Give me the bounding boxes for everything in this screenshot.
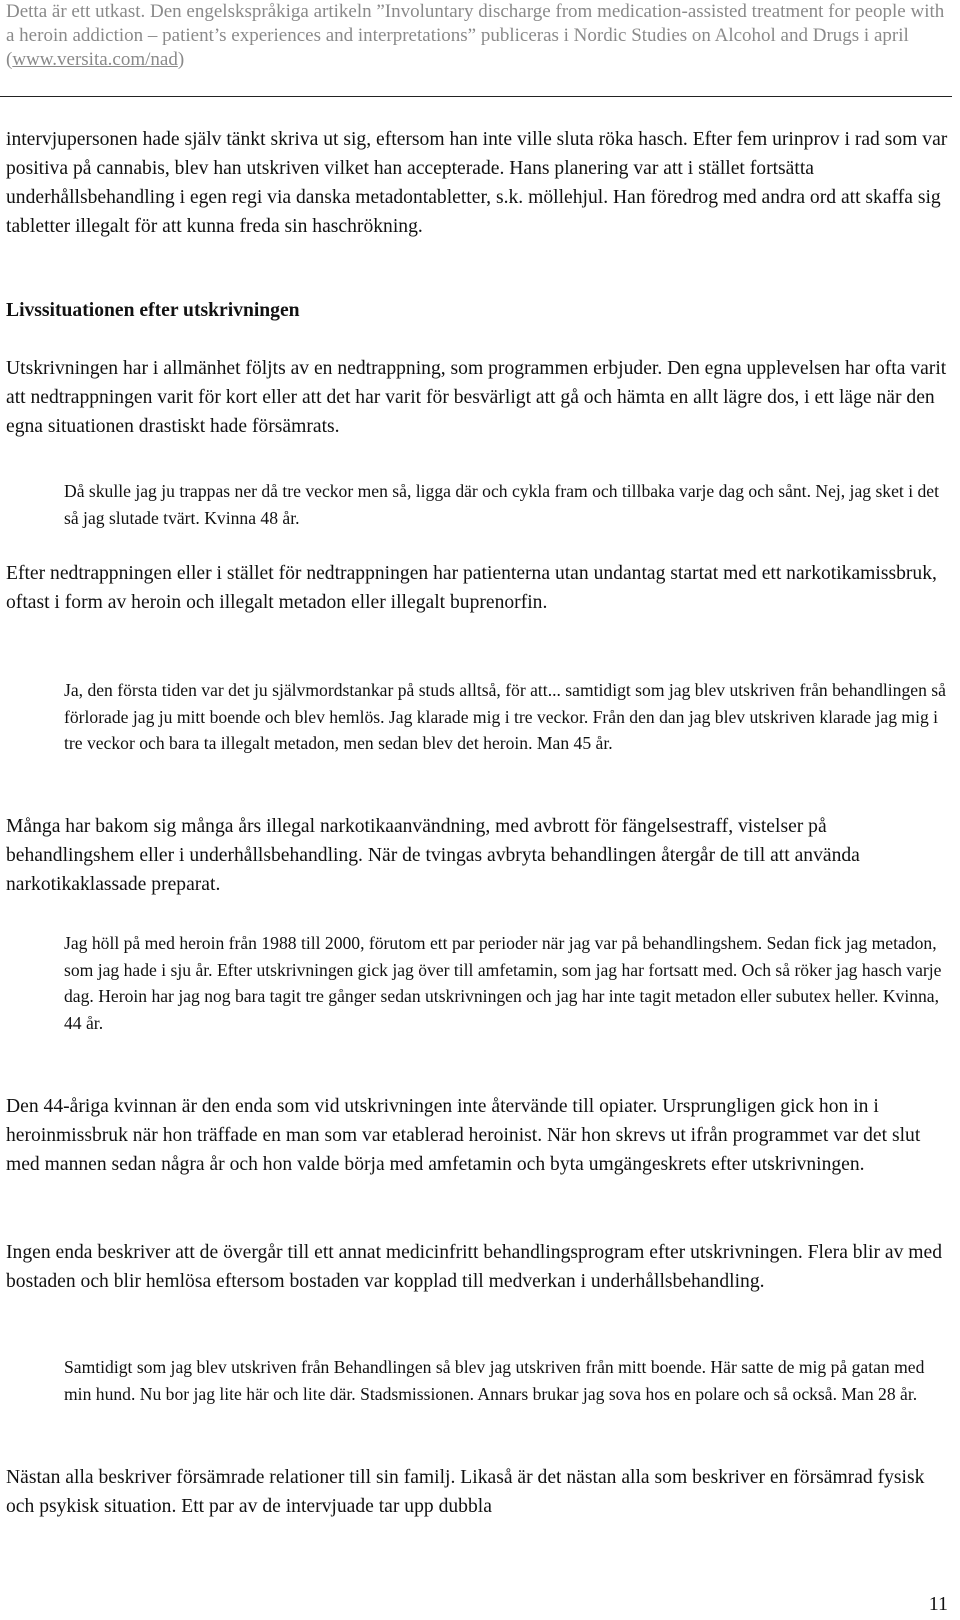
quote-2: Ja, den första tiden var det ju självmordstankar på studs alltså, för att... samtidigt som jag blev utskriven från behandlingen så förlorade jag ju mitt boende och blev hemlös. Jag klarade mig i tre veckor. Från den dan jag blev utskriven klarade jag mig i tre veckor och bara ta illegalt metadon, men sedan blev det heroin. Man 45 år. — [64, 680, 946, 753]
header-divider — [0, 96, 952, 97]
page-number: 11 — [928, 1593, 948, 1615]
quote-4: Samtidigt som jag blev utskriven från Behandlingen så blev jag utskriven från mitt boende. Här satte de mig på gatan med min hund. Nu bor jag lite här och lite där. Stadsmissionen. Annars brukar jag sova hos en polare och så också. Man 28 år. — [64, 1357, 925, 1404]
paragraph-1: intervjupersonen hade själv tänkt skriva ut sig, eftersom han inte ville sluta röka hasch. Efter fem urinprov i rad som var positiva på cannabis, blev han utskriven vilket han accepterade. Hans planering var att i stället fortsätta underhållsbehandling i egen regi via danska metadontabletter, s.k. möllehjul. Han föredrog med andra ord att skaffa sig tabletter illegalt för att kunna freda sin haschrökning. — [6, 129, 948, 237]
draft-notice-text: Detta är ett utkast. Den engelskspråkiga artikeln ”Involuntary discharge from medication-assisted treatment for people with a heroin addiction – patient’s experiences and interpretations” publiceras i Nordic Studies on Alcohol and Drugs i april ( — [6, 1, 945, 70]
paragraph-7: Nästan alla beskriver försämrade relationer till sin familj. Likaså är det nästan alla som beskriver en försämrad fysisk och psykisk situation. Ett par av de intervjuade tar upp dubbla — [6, 1467, 925, 1517]
quote-3: Jag höll på med heroin från 1988 till 2000, förutom ett par perioder när jag var på behandlingshem. Sedan fick jag metadon, som jag hade i sju år. Efter utskrivningen gick jag över till amfetamin, som jag har fortsatt med. Och så röker jag hasch varje dag. Heroin har jag nog bara tagit tre gånger sedan utskrivningen och jag har inte tagit metadon eller subutex heller. Kvinna, 44 år. — [64, 933, 942, 1033]
paragraph-3: Efter nedtrappningen eller i stället för nedtrappningen har patienterna utan undantag startat med ett narkotikamissbruk, oftast i form av heroin och illegalt metadon eller illegalt buprenorfin. — [6, 563, 937, 613]
paragraph-6: Ingen enda beskriver att de övergår till ett annat medicinfritt behandlingsprogram efter utskrivningen. Flera blir av med bostaden och blir hemlösa eftersom bostaden var kopplad till medverkan i underhållsbehandling. — [6, 1242, 943, 1292]
draft-notice-suffix: ) — [177, 49, 185, 70]
journal-link[interactable]: www.versita.com/nad — [12, 49, 178, 70]
paragraph-4: Många har bakom sig många års illegal narkotikaanvändning, med avbrott för fängelsestraff, vistelser på behandlingshem eller i underhållsbehandling. När de tvingas avbryta behandlingen återgår de till att använda narkotikaklassade preparat. — [6, 816, 860, 895]
section-heading: Livssituationen efter utskrivningen — [6, 300, 300, 321]
paragraph-2: Utskrivningen har i allmänhet följts av en nedtrappning, som programmen erbjuder. Den egna upplevelsen har ofta varit att nedtrappningen varit för kort eller att det har varit för besvärligt att gå och hämta en allt lägre dos, i ett läge när den egna situationen drastiskt hade försämrats. — [6, 358, 947, 437]
quote-1: Då skulle jag ju trappas ner då tre veckor men så, ligga där och cykla fram och tillbaka varje dag och sånt. Nej, jag sket i det så jag slutade tvärt. Kvinna 48 år. — [64, 481, 939, 528]
draft-notice-header — [6, 0, 951, 72]
paragraph-5: Den 44-åriga kvinnan är den enda som vid utskrivningen inte återvände till opiater. Ursprungligen gick hon in i heroinmissbruk när hon träffade en man som var etablerad heroinist. När hon skrevs ut ifrån programmet var det slut med mannen sedan några år och hon valde börja med amfetamin och byta umgängeskrets efter utskrivningen. — [6, 1096, 921, 1175]
